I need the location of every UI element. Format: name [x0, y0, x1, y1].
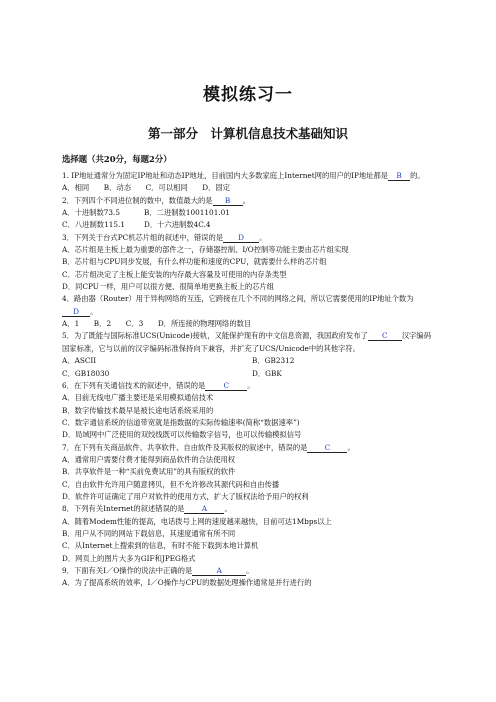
question-3-answer: D: [223, 233, 259, 243]
option: C．数字通信系统的信道带宽就是指数据的实际传输速率(简称“数据速率”): [62, 417, 300, 427]
question-2-options-row-1: [62, 207, 438, 219]
question-8-answer: A: [184, 504, 224, 514]
question-4-stem: [62, 293, 438, 318]
option: A．芯片组是主板上最为重要的部件之一，存储器控制、I/O控制等功能主要由芯片组实现: [62, 245, 349, 255]
question-6-text: 6．在下列有关通信技术的叙述中，错误的是: [62, 380, 206, 390]
page-title: 模拟练习一: [203, 85, 293, 105]
option: D．软件许可证确定了用户对软件的使用方式，扩大了版权法给予用户的权利: [62, 491, 309, 501]
question-7-text: 7．在下列有关商品软件、共享软件、自由软件及其版权的叙述中，错误的是: [62, 442, 308, 452]
option: D．网页上的图片大多为GIF和JPEG格式: [62, 553, 196, 563]
question-9-text: 9．下面有关I／O操作的说法中正确的是: [62, 566, 193, 575]
question-4-options: A．1 B．2 C．3 D．所连接的物理网络的数目: [62, 319, 252, 329]
option: A．为了提高系统的效率，I／O操作与CPU的数据处理操作通常是并行进行的: [62, 578, 312, 588]
question-4-answer: D: [62, 307, 90, 317]
question-3-stem: [62, 232, 438, 244]
question-9-stem: [62, 565, 438, 577]
option: C．自由软件允许用户随意拷贝，但不允许修改其源代码和自由传播: [62, 479, 280, 489]
option: D．十六进制数4C.4: [144, 220, 211, 230]
question-5-options-row-1: [62, 355, 438, 367]
question-2-text-end: 。: [242, 195, 250, 205]
question-7-answer: C: [307, 443, 347, 453]
question-5-text: 5．为了既能与国际标准UCS(Unicode)接轨，又能保护现有的中文信息资源，我国政府发布了: [62, 331, 368, 341]
option: C．芯片组决定了主板上能安装的内存最大容量及可使用的内存条类型: [62, 269, 287, 279]
question-6-text-end: 。: [247, 380, 255, 390]
question-9-answer: A: [192, 566, 246, 576]
question-3-text: 3．下列关于台式PC机芯片组的叙述中，错误的是: [62, 232, 224, 242]
question-8-text: 8．下列有关Internet的叙述错误的是: [62, 504, 185, 514]
question-list: [62, 170, 438, 590]
question-3-text-end: 。: [259, 232, 267, 242]
question-8-text-end: 。: [224, 504, 232, 514]
option: B．数字传输技术最早是被长途电话系统采用的: [62, 405, 214, 415]
option: B．GB2312: [252, 356, 295, 366]
question-1-stem: [62, 170, 438, 182]
question-4-text: 4．路由器（Router）用于异构网络的互连，它跨接在几个不同的网络之间，所以它需要使用的IP地址个数为: [62, 294, 414, 304]
option: A．目前无线电广播主要还是采用模拟通信技术: [62, 393, 214, 403]
option: A．随着Modem性能的提高，电话拨号上网的速度越来越快，目前可达1Mbps以上: [62, 516, 332, 526]
question-5-text-end: 汉字编码国家标准，它与以前的汉字编码标准保持向下兼容，并扩充了UCS/Unicode中的其他字符。: [62, 331, 431, 353]
option: A．ASCII: [62, 356, 97, 366]
part-title: 第一部分 计算机信息技术基础知识: [147, 126, 348, 141]
question-2-answer: B: [213, 196, 243, 206]
option: D．局域网中广泛使用的双绞线既可以传输数字信号，也可以传输模拟信号: [62, 430, 302, 440]
option: C．八进制数115.1: [62, 220, 125, 230]
section-title: 选择题（共20分，每题2分）: [62, 154, 172, 164]
option: C．GB18030: [62, 368, 110, 378]
question-2-text: 2．下列四个不同进位制的数中，数值最大的是: [62, 195, 213, 205]
option: D．同CPU一样，用户可以很方便、很简单地更换主板上的芯片组: [62, 282, 275, 292]
option: A．通常用户需要付费才能得到商品软件的合法使用权: [62, 454, 236, 464]
option: B．共享软件是一种“买前免费试用”的具有版权的软件: [62, 467, 236, 477]
option: C．从Internet上搜索到的信息，有时不能下载到本地计算机: [62, 541, 259, 551]
question-2-options-row-2: [62, 219, 438, 231]
question-6-answer: C: [205, 381, 247, 391]
question-6-stem: [62, 380, 438, 392]
question-1-answer: B: [388, 171, 410, 181]
question-7-stem: [62, 442, 438, 454]
option: B．芯片组与CPU同步发展，有什么样功能和速度的CPU，就需要什么样的芯片组: [62, 257, 327, 267]
option: A．十进制数73.5: [62, 208, 121, 218]
option: B．二进制数1001101.01: [144, 208, 230, 218]
question-1-options: A．相同 B．动态 C．可以相同 D．固定: [62, 183, 231, 193]
question-4-text-end: 。: [90, 306, 98, 316]
question-8-stem: [62, 503, 438, 515]
question-5-answer: C: [368, 331, 402, 341]
question-7-text-end: 。: [347, 442, 355, 452]
question-5-stem: [62, 330, 438, 355]
question-2-stem: [62, 195, 438, 207]
question-5-options-row-2: [62, 368, 438, 380]
option: D．GBK: [252, 368, 282, 378]
question-1-text: 1. IP地址通常分为固定IP地址和动态IP地址，目前国内大多数家庭上Internet网的用户的IP地址都是: [62, 171, 389, 180]
option: B．用户从不同的网站下载信息，其速度通常有所不同: [62, 528, 236, 538]
question-1-text-end: 的。: [410, 171, 425, 180]
question-9-text-end: 。: [246, 566, 254, 575]
